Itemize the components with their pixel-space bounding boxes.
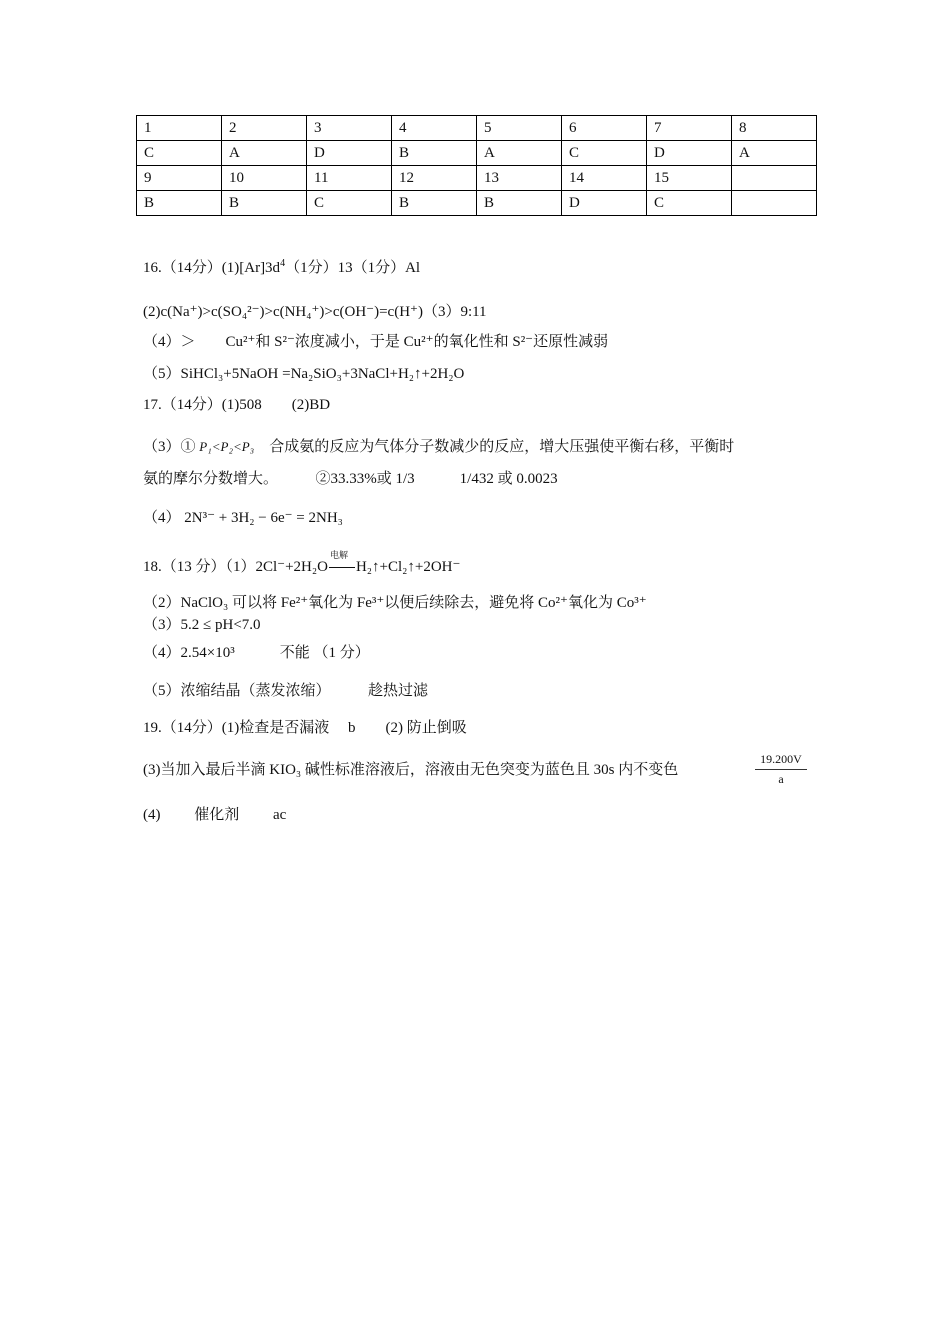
- q16-line-4: （5）SiHCl₃+5NaOH =Na₂SiO₃+3NaCl+H₂↑+2H₂O: [143, 366, 465, 382]
- q19-fraction: [755, 752, 807, 787]
- q16-line-3: （4）＞ Cu²⁺和 S²⁻浓度减小，于是 Cu²⁺的氧化性和 S²⁻还原性减弱: [143, 334, 609, 350]
- table-cell: [732, 191, 817, 216]
- table-cell: B: [392, 191, 477, 216]
- q17-pressure-order: P₁<P₂<P₃: [199, 439, 255, 454]
- fraction-numerator: 19.200V: [755, 752, 807, 770]
- table-cell: 8: [732, 116, 817, 141]
- table-cell: D: [307, 141, 392, 166]
- table-cell: B: [222, 191, 307, 216]
- table-row: [137, 191, 817, 216]
- q17-line-1: 17.（14分）(1)508 (2)BD: [143, 397, 331, 413]
- table-cell: C: [562, 141, 647, 166]
- table-cell: 5: [477, 116, 562, 141]
- table-cell: 3: [307, 116, 392, 141]
- q18-eq-right: H₂↑+Cl₂↑+2OH⁻: [355, 559, 461, 575]
- table-cell: 4: [392, 116, 477, 141]
- q17-line-4: （4） 2N³⁻ + 3H₂ − 6e⁻ = 2NH₃: [143, 510, 343, 526]
- q18-line-5: （5）浓缩结晶（蒸发浓缩） 趁热过滤: [143, 683, 429, 699]
- table-row: [137, 166, 817, 191]
- table-cell: 9: [137, 166, 222, 191]
- table-row: [137, 141, 817, 166]
- table-cell: A: [732, 141, 817, 166]
- table-cell: 10: [222, 166, 307, 191]
- electrolysis-condition: 电解: [329, 550, 348, 560]
- table-cell: A: [222, 141, 307, 166]
- table-cell: 13: [477, 166, 562, 191]
- table-cell: B: [392, 141, 477, 166]
- table-cell: 12: [392, 166, 477, 191]
- q16-line-2: [143, 302, 487, 322]
- table-cell: C: [647, 191, 732, 216]
- table-cell: A: [477, 141, 562, 166]
- q18-eq-left: 18.（13 分）（1）2Cl⁻+2H₂O: [143, 559, 328, 575]
- q19-line-1: 19.（14分）(1)检查是否漏液 b (2) 防止倒吸: [143, 720, 467, 736]
- table-cell: B: [137, 191, 222, 216]
- q19-line-3: (4) 催化剂 ac: [143, 807, 287, 823]
- q16-tail: （1分）13（1分）Al: [285, 260, 421, 276]
- q19-line-2: (3)当加入最后半滴 KIO₃ 碱性标准溶液后，溶液由无色突变为蓝色且 30s 内不变色: [143, 762, 679, 778]
- q17-l2-prefix: （3）①: [143, 439, 200, 455]
- q18-line-2: （2）NaClO₃ 可以将 Fe²⁺氧化为 Fe³⁺以便后续除去，避免将 Co²⁺氧化为 Co³⁺: [143, 595, 647, 611]
- table-cell: D: [647, 141, 732, 166]
- table-row: [137, 116, 817, 141]
- q17-line-3: 氨的摩尔分数增大。 ②33.33%或 1/3 1/432 或 0.0023: [143, 471, 558, 487]
- table-cell: [732, 166, 817, 191]
- table-cell: 1: [137, 116, 222, 141]
- table-cell: 7: [647, 116, 732, 141]
- q16-l2-body: c(Na⁺)>c(SO₄²⁻)>c(NH₄⁺)>c(OH⁻)=c(H⁺)（3）9:11: [160, 304, 487, 320]
- electrolysis-arrow: [328, 550, 356, 577]
- q16-sup: 4: [280, 258, 286, 269]
- q16-line-1: [143, 258, 420, 278]
- table-cell: C: [307, 191, 392, 216]
- q16-head: 16.（14分）(1)[Ar]3d: [143, 260, 281, 276]
- q18-line-1: [143, 550, 461, 577]
- table-cell: 11: [307, 166, 392, 191]
- table-cell: 2: [222, 116, 307, 141]
- q17-l2-body: 合成氨的反应为气体分子数减少的反应，增大压强使平衡右移，平衡时: [254, 439, 735, 455]
- table-cell: 14: [562, 166, 647, 191]
- q17-line-2: [143, 437, 734, 457]
- answer-table: [136, 115, 817, 216]
- table-cell: C: [137, 141, 222, 166]
- q16-l2-prefix: (2): [143, 304, 161, 320]
- q18-line-4: （4）2.54×10³ 不能 （1 分）: [143, 645, 370, 661]
- table-cell: 15: [647, 166, 732, 191]
- q18-line-3: （3）5.2 ≤ pH<7.0: [143, 617, 261, 633]
- table-cell: 6: [562, 116, 647, 141]
- fraction-denominator: a: [778, 772, 784, 786]
- table-cell: D: [562, 191, 647, 216]
- table-cell: B: [477, 191, 562, 216]
